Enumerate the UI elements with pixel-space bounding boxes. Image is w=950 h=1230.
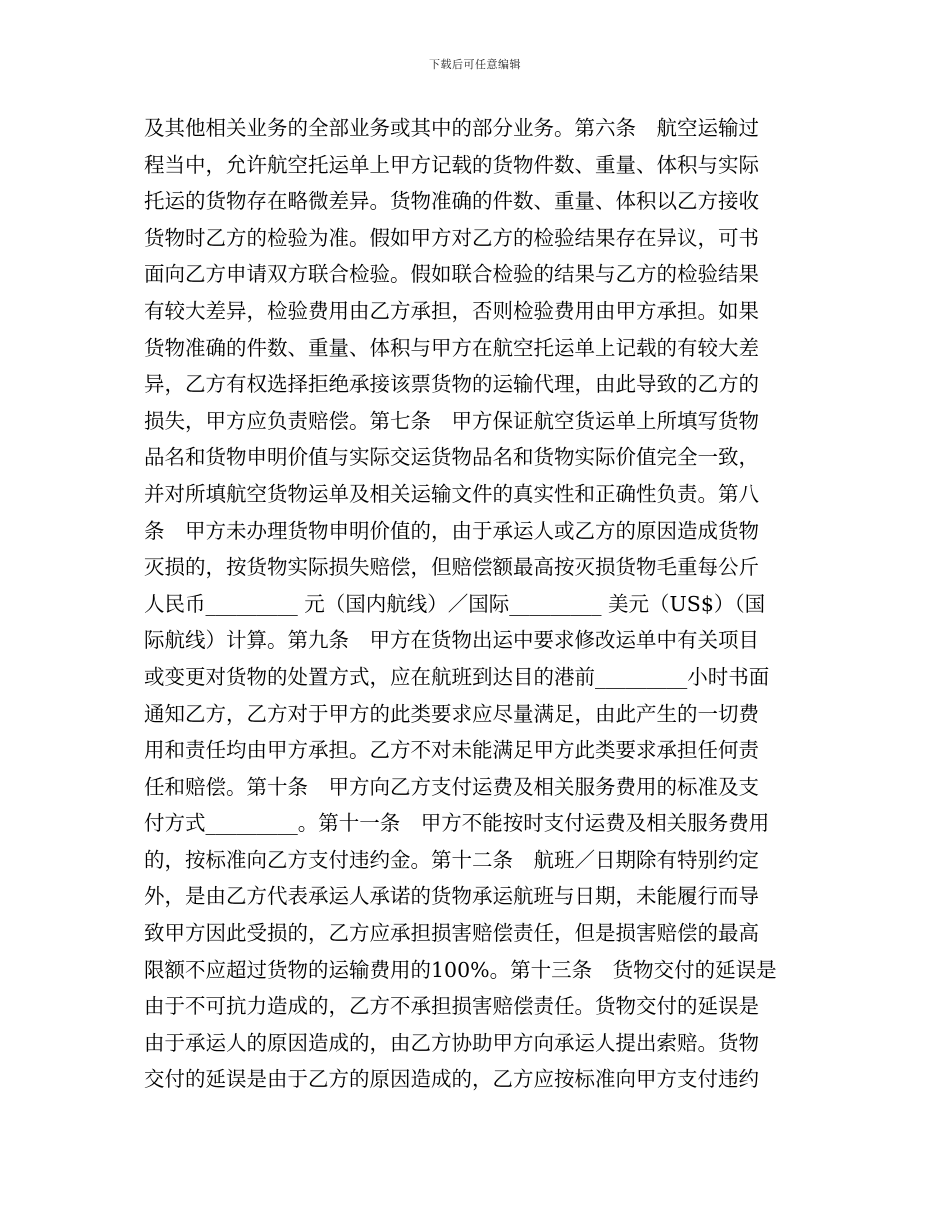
text-line: 及其他相关业务的全部业务或其中的部分业务。第六条 航空运输过 [144,116,759,140]
text-line: 外，是由乙方代表承运人承诺的货物承运航班与日期，未能履行而导 [144,884,759,909]
text-line: 由于承运人的原因造成的，由乙方协助甲方向承运人提出索赔。货物 [144,1030,759,1055]
text-line: 人民币_________ 元（国内航线）／国际_________ 美元（US$）（国 [144,591,766,616]
text-line: 异，乙方有权选择拒绝承接该票货物的运输代理，由此导致的乙方的 [144,372,759,397]
text-line: 损失，甲方应负责赔偿。第七条 甲方保证航空货运单上所填写货物 [144,408,759,433]
text-line: 的，按标准向乙方支付违约金。第十二条 航班／日期除有特别约定 [144,847,759,872]
text-line: 用和责任均由甲方承担。乙方不对未能满足甲方此类要求承担任何责 [144,738,759,763]
text-line: 程当中，允许航空托运单上甲方记载的货物件数、重量、体积与实际 [144,152,759,177]
text-line: 任和赔偿。第十条 甲方向乙方支付运费及相关服务费用的标准及支 [144,774,759,799]
text-line: 货物时乙方的检验为准。假如甲方对乙方的检验结果存在异议，可书 [144,225,759,250]
text-line: 际航线）计算。第九条 甲方在货物出运中要求修改运单中有关项目 [144,628,759,653]
text-line: 致甲方因此受损的，乙方应承担损害赔偿责任，但是损害赔偿的最高 [144,921,759,946]
text-line: 限额不应超过货物的运输费用的100%。第十三条 货物交付的延误是 [144,957,777,982]
text-line: 有较大差异，检验费用由乙方承担，否则检验费用由甲方承担。如果 [144,298,759,323]
text-line: 面向乙方申请双方联合检验。假如联合检验的结果与乙方的检验结果 [144,262,759,287]
page-header: 下载后可任意编辑 [429,58,521,71]
text-line: 灭损的，按货物实际损失赔偿，但赔偿额最高按灭损货物毛重每公斤 [144,555,759,580]
text-line: 通知乙方，乙方对于甲方的此类要求应尽量满足，由此产生的一切费 [144,701,759,726]
text-line: 并对所填航空货物运单及相关运输文件的真实性和正确性负责。第八 [144,481,759,506]
text-line: 或变更对货物的处置方式，应在航班到达目的港前_________小时书面 [144,664,770,689]
text-line: 条 甲方未办理货物申明价值的，由于承运人或乙方的原因造成货物 [144,518,759,543]
text-line: 托运的货物存在略微差异。货物准确的件数、重量、体积以乙方接收 [144,189,759,214]
text-line: 付方式_________。第十一条 甲方不能按时支付运费及相关服务费用 [144,811,770,836]
text-line: 交付的延误是由于乙方的原因造成的，乙方应按标准向甲方支付违约 [144,1067,759,1092]
text-line: 品名和货物申明价值与实际交运货物品名和货物实际价值完全一致， [144,445,759,470]
text-line: 货物准确的件数、重量、体积与甲方在航空托运单上记载的有较大差 [144,335,759,360]
document-body [144,110,824,1098]
text-line: 由于不可抗力造成的，乙方不承担损害赔偿责任。货物交付的延误是 [144,994,759,1019]
